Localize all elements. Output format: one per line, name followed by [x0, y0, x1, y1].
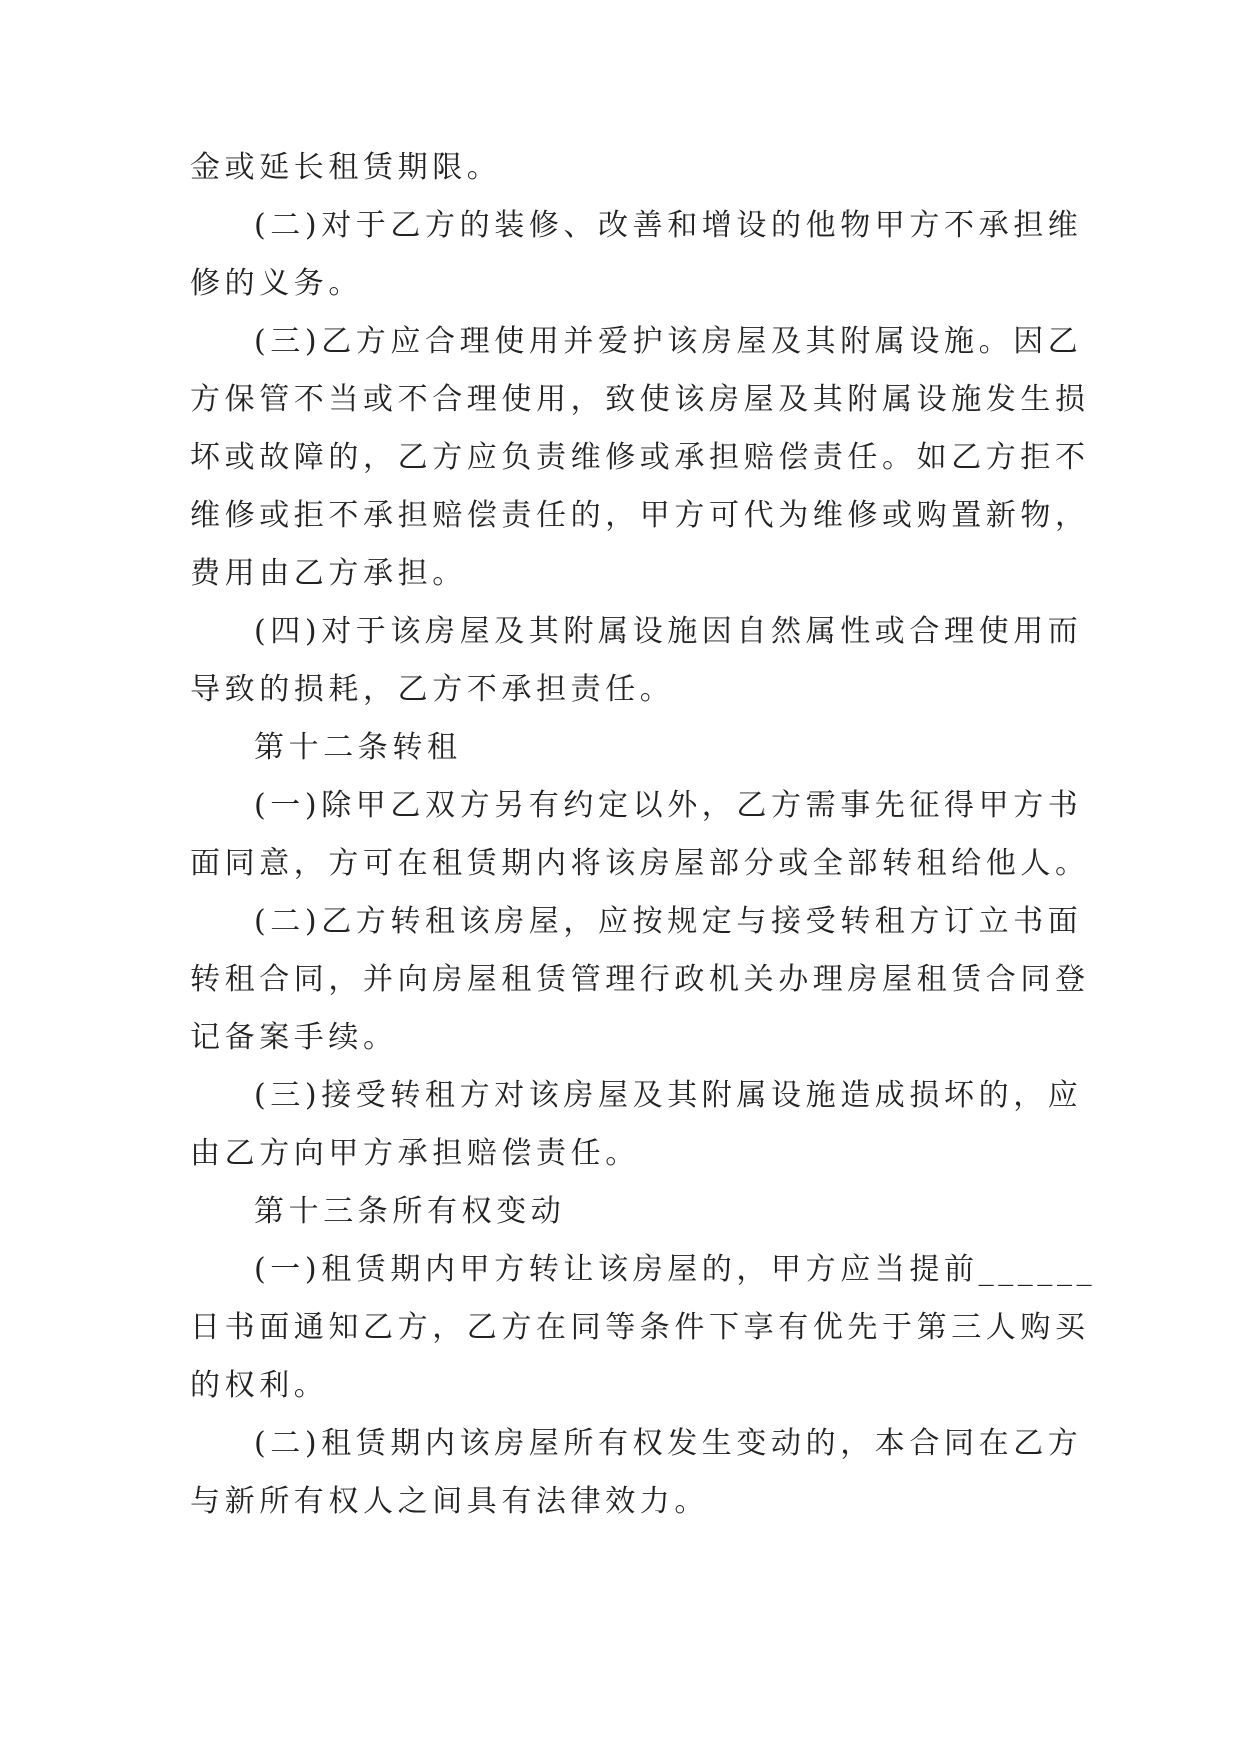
- text-line: (一)租赁期内甲方转让该房屋的，甲方应当提前______: [254, 1252, 1097, 1287]
- text-line: 坏或故障的，乙方应负责维修或承担赔偿责任。如乙方拒不: [190, 440, 1090, 475]
- text-line: (二)对于乙方的装修、改善和增设的他物甲方不承担维: [254, 208, 1083, 243]
- document-body: [190, 150, 1097, 1542]
- section-heading: 第十二条转租: [254, 730, 462, 765]
- text-line: 日书面通知乙方，乙方在同等条件下享有优先于第三人购买: [190, 1310, 1090, 1345]
- text-line: 导致的损耗，乙方不承担责任。: [190, 672, 675, 707]
- text-line: 转租合同，并向房屋租赁管理行政机关办理房屋租赁合同登: [190, 962, 1090, 997]
- text-line: (二)乙方转租该房屋，应按规定与接受转租方订立书面: [254, 904, 1083, 939]
- text-line: 与新所有权人之间具有法律效力。: [190, 1484, 709, 1519]
- text-line: 由乙方向甲方承担赔偿责任。: [190, 1136, 640, 1171]
- text-line: 方保管不当或不合理使用，致使该房屋及其附属设施发生损: [190, 382, 1090, 417]
- section-heading: 第十三条所有权变动: [254, 1194, 566, 1229]
- text-line: (二)租赁期内该房屋所有权发生变动的，本合同在乙方: [254, 1426, 1083, 1461]
- text-line: 费用由乙方承担。: [190, 556, 467, 591]
- text-line: (三)乙方应合理使用并爱护该房屋及其附属设施。因乙: [254, 324, 1083, 359]
- text-line: 记备案手续。: [190, 1020, 398, 1055]
- text-line: (一)除甲乙双方另有约定以外，乙方需事先征得甲方书: [254, 788, 1083, 823]
- text-line: (四)对于该房屋及其附属设施因自然属性或合理使用而: [254, 614, 1083, 649]
- text-line: (三)接受转租方对该房屋及其附属设施造成损坏的，应: [254, 1078, 1083, 1113]
- text-line: 金或延长租赁期限。: [190, 150, 502, 185]
- text-line: 维修或拒不承担赔偿责任的，甲方可代为维修或购置新物，: [190, 498, 1090, 533]
- text-line: 修的义务。: [190, 266, 363, 301]
- text-line: 面同意，方可在租赁期内将该房屋部分或全部转租给他人。: [190, 846, 1090, 881]
- text-line: 的权利。: [190, 1368, 329, 1403]
